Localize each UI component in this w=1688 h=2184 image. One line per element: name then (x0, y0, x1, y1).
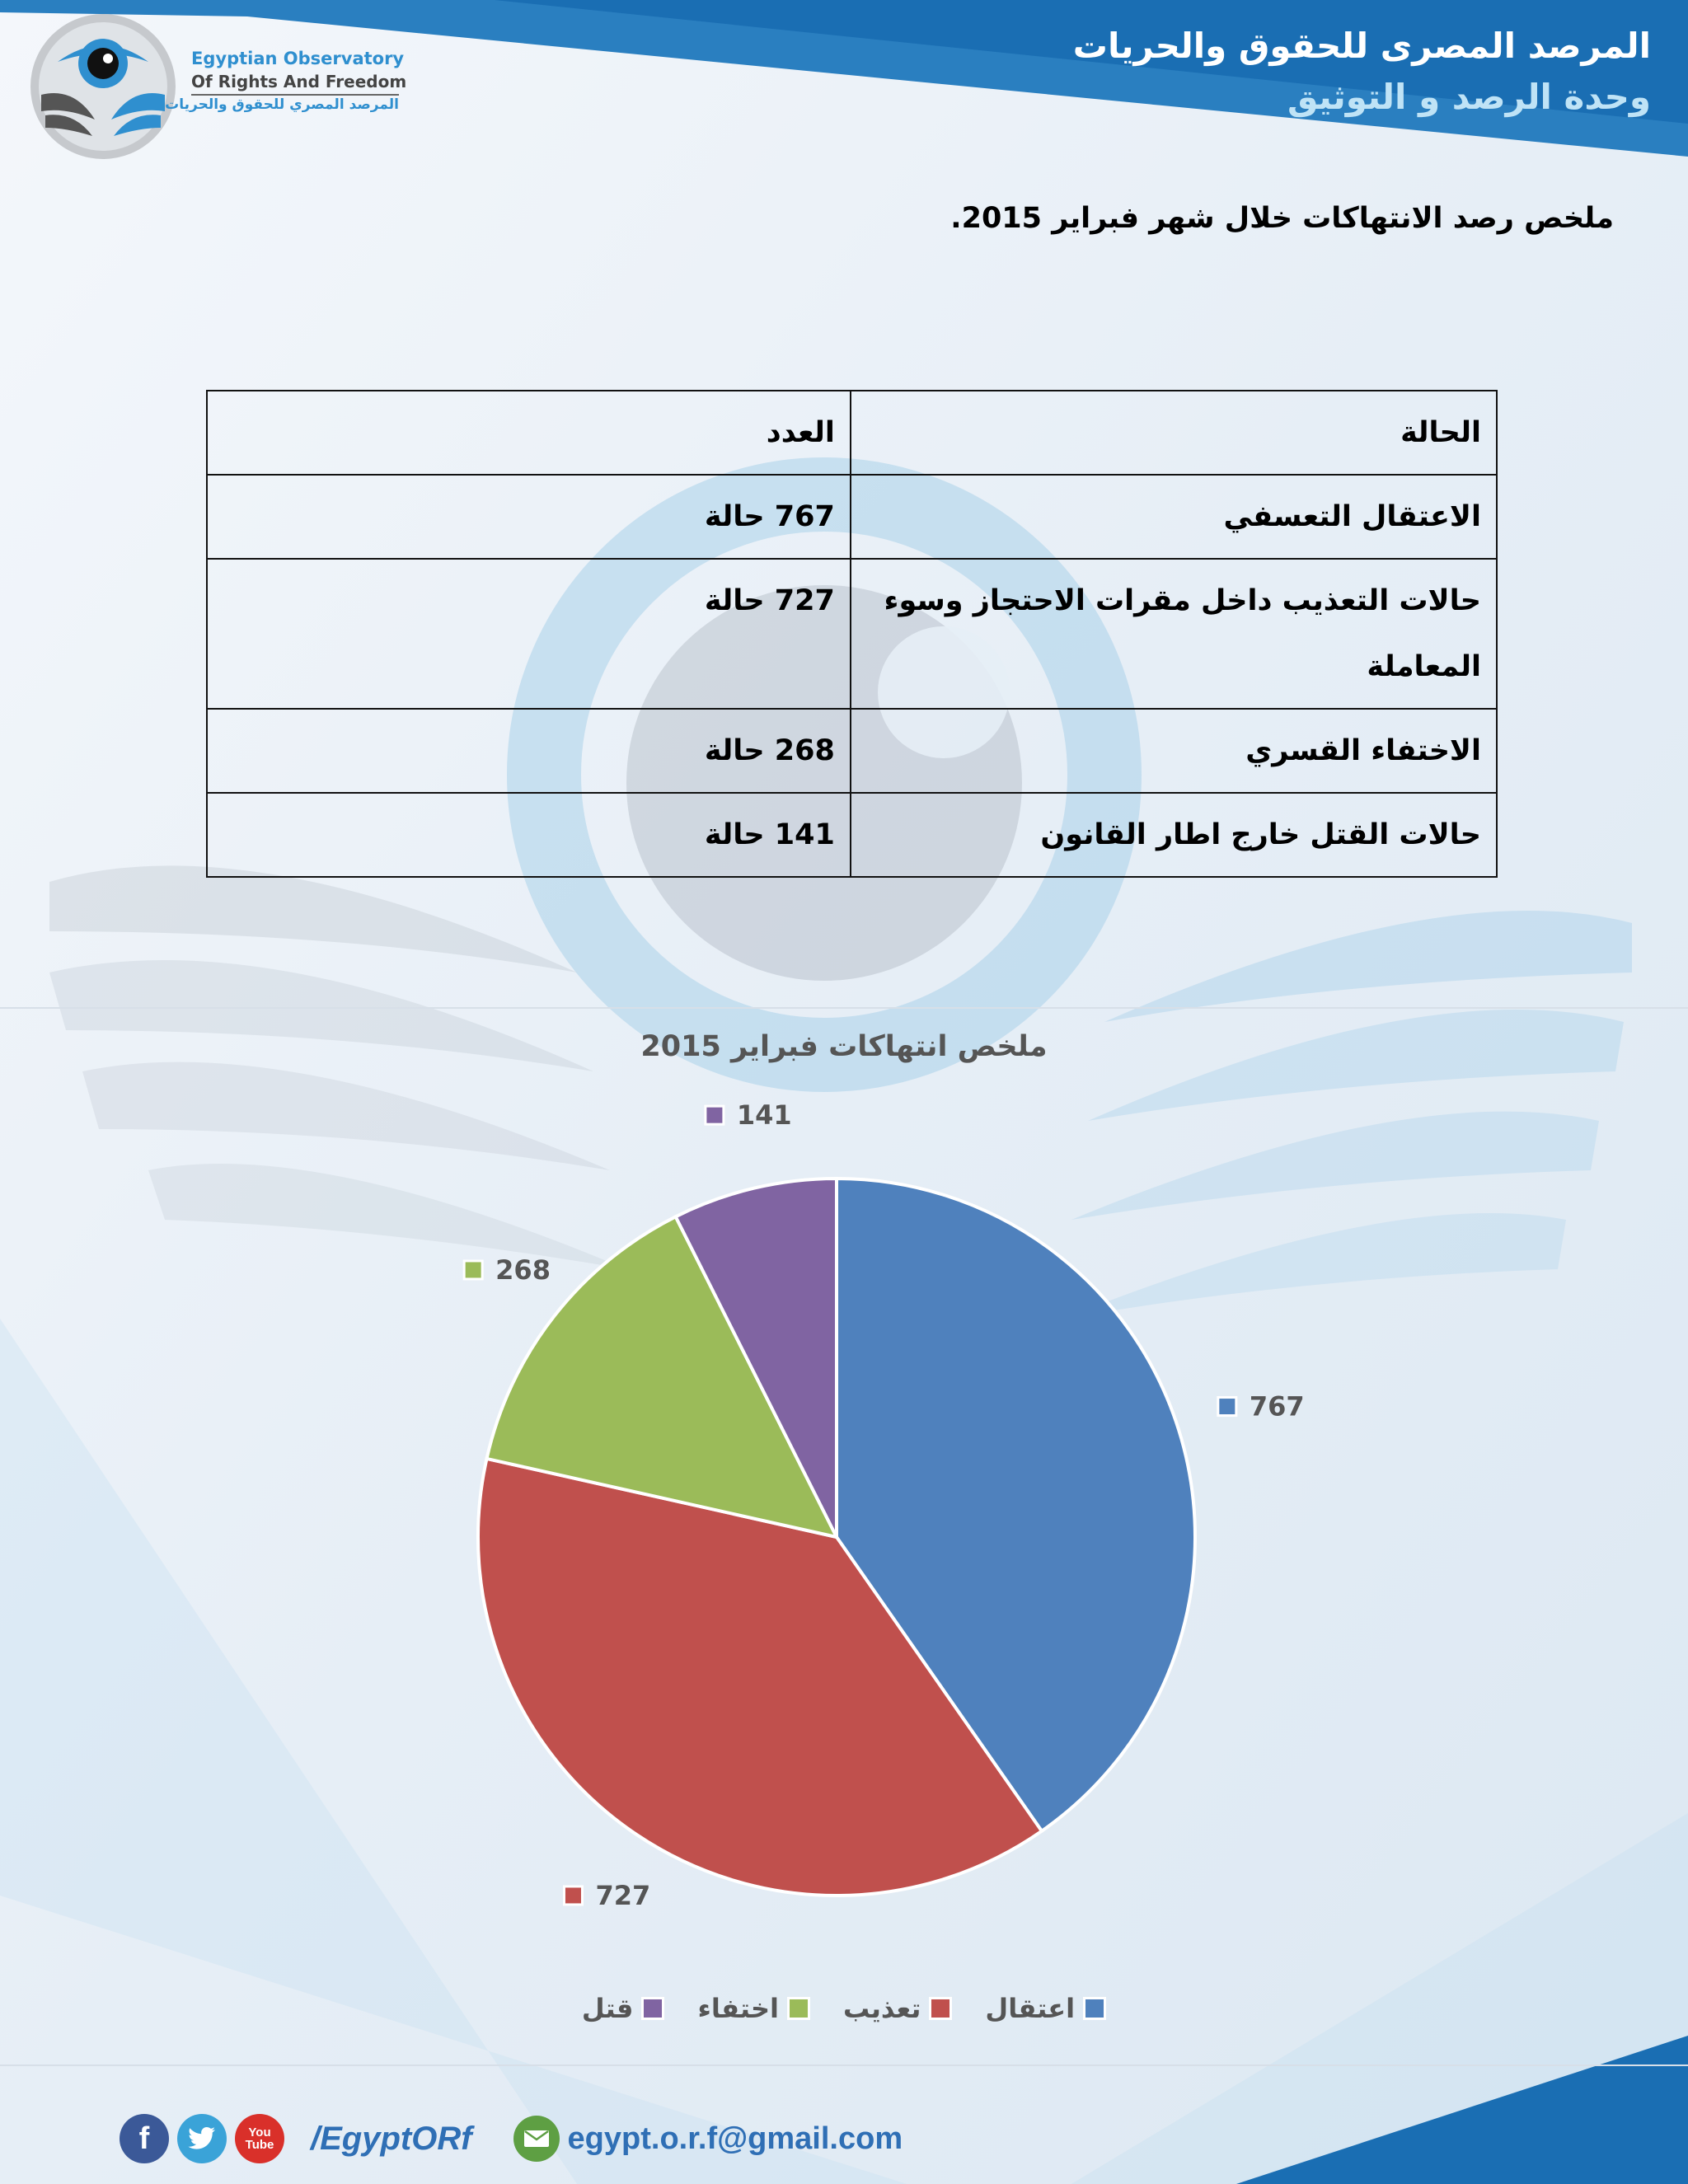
data-label-swatch (464, 1261, 482, 1279)
count-cell: 767 حالة (207, 475, 851, 559)
twitter-icon[interactable] (177, 2114, 227, 2163)
count-cell: 141 حالة (207, 793, 851, 877)
chart-legend (0, 1993, 1688, 2024)
logo-name-en-1: Egyptian Observatory (191, 49, 405, 68)
header (1073, 21, 1651, 123)
table-header-row (207, 391, 1497, 475)
email-address[interactable]: egypt.o.r.f@gmail.com (567, 2121, 903, 2156)
legend-item (985, 1993, 1106, 2024)
footer-divider (0, 2064, 1688, 2066)
youtube-icon[interactable]: You Tube (235, 2114, 284, 2163)
data-label (464, 1254, 551, 1286)
data-label-swatch (564, 1886, 582, 1905)
legend-swatch (787, 1997, 810, 2020)
footer (120, 2110, 903, 2168)
email-icon (513, 2116, 560, 2162)
case-cell: الاعتقال التعسفي (851, 475, 1497, 559)
summary-table (206, 390, 1498, 878)
case-cell: الاختفاء القسري (851, 709, 1497, 793)
data-label-swatch (706, 1106, 724, 1124)
header-count: العدد (207, 391, 851, 475)
chart-title: ملخص انتهاكات فبراير 2015 (640, 1030, 1048, 1063)
data-label-text: 767 (1249, 1390, 1305, 1422)
legend-label: اعتقال (985, 1993, 1076, 2024)
social-handle[interactable]: /EgyptORf (311, 2120, 472, 2157)
data-label (706, 1099, 792, 1131)
count-cell: 727 حالة (207, 559, 851, 709)
data-label-text: 141 (736, 1099, 792, 1132)
legend-item (843, 1993, 952, 2024)
case-cell: حالات القتل خارج اطار القانون (851, 793, 1497, 877)
case-cell: حالات التعذيب داخل مقرات الاحتجاز وسوء المعاملة (851, 559, 1497, 709)
data-label-swatch (1218, 1398, 1236, 1416)
header-case: الحالة (851, 391, 1497, 475)
count-cell: 268 حالة (207, 709, 851, 793)
legend-swatch (641, 1997, 664, 2020)
unit-title: وحدة الرصد و التوثيق (1287, 77, 1651, 117)
table-row (207, 793, 1497, 877)
chart-separator (0, 1007, 1688, 1009)
legend-swatch (929, 1997, 952, 2020)
logo (25, 12, 412, 161)
logo-name-en-2: Of Rights And Freedom (191, 72, 407, 91)
legend-label: قتل (581, 1993, 634, 2024)
data-label (1218, 1391, 1305, 1422)
data-label (564, 1880, 650, 1911)
table-row (207, 709, 1497, 793)
pie-chart (0, 1071, 1688, 1978)
logo-name-ar: المرصد المصري للحقوق والحريات (165, 96, 399, 113)
legend-item (582, 1993, 665, 2024)
intro-text: ملخص رصد الانتهاكات خلال شهر فبراير 2015. (950, 202, 1614, 235)
legend-swatch (1083, 1997, 1106, 2020)
legend-label: تعذيب (842, 1993, 921, 2024)
table-row (207, 559, 1497, 709)
facebook-icon[interactable]: f (120, 2114, 169, 2163)
legend-label: اختفاء (697, 1993, 779, 2024)
logo-divider (191, 94, 399, 96)
logo-emblem (25, 12, 181, 161)
data-label-text: 727 (595, 1879, 651, 1911)
legend-item (697, 1993, 810, 2024)
table-row (207, 475, 1497, 559)
data-label-text: 268 (495, 1254, 551, 1286)
org-title: المرصد المصرى للحقوق والحريات (1072, 26, 1651, 66)
